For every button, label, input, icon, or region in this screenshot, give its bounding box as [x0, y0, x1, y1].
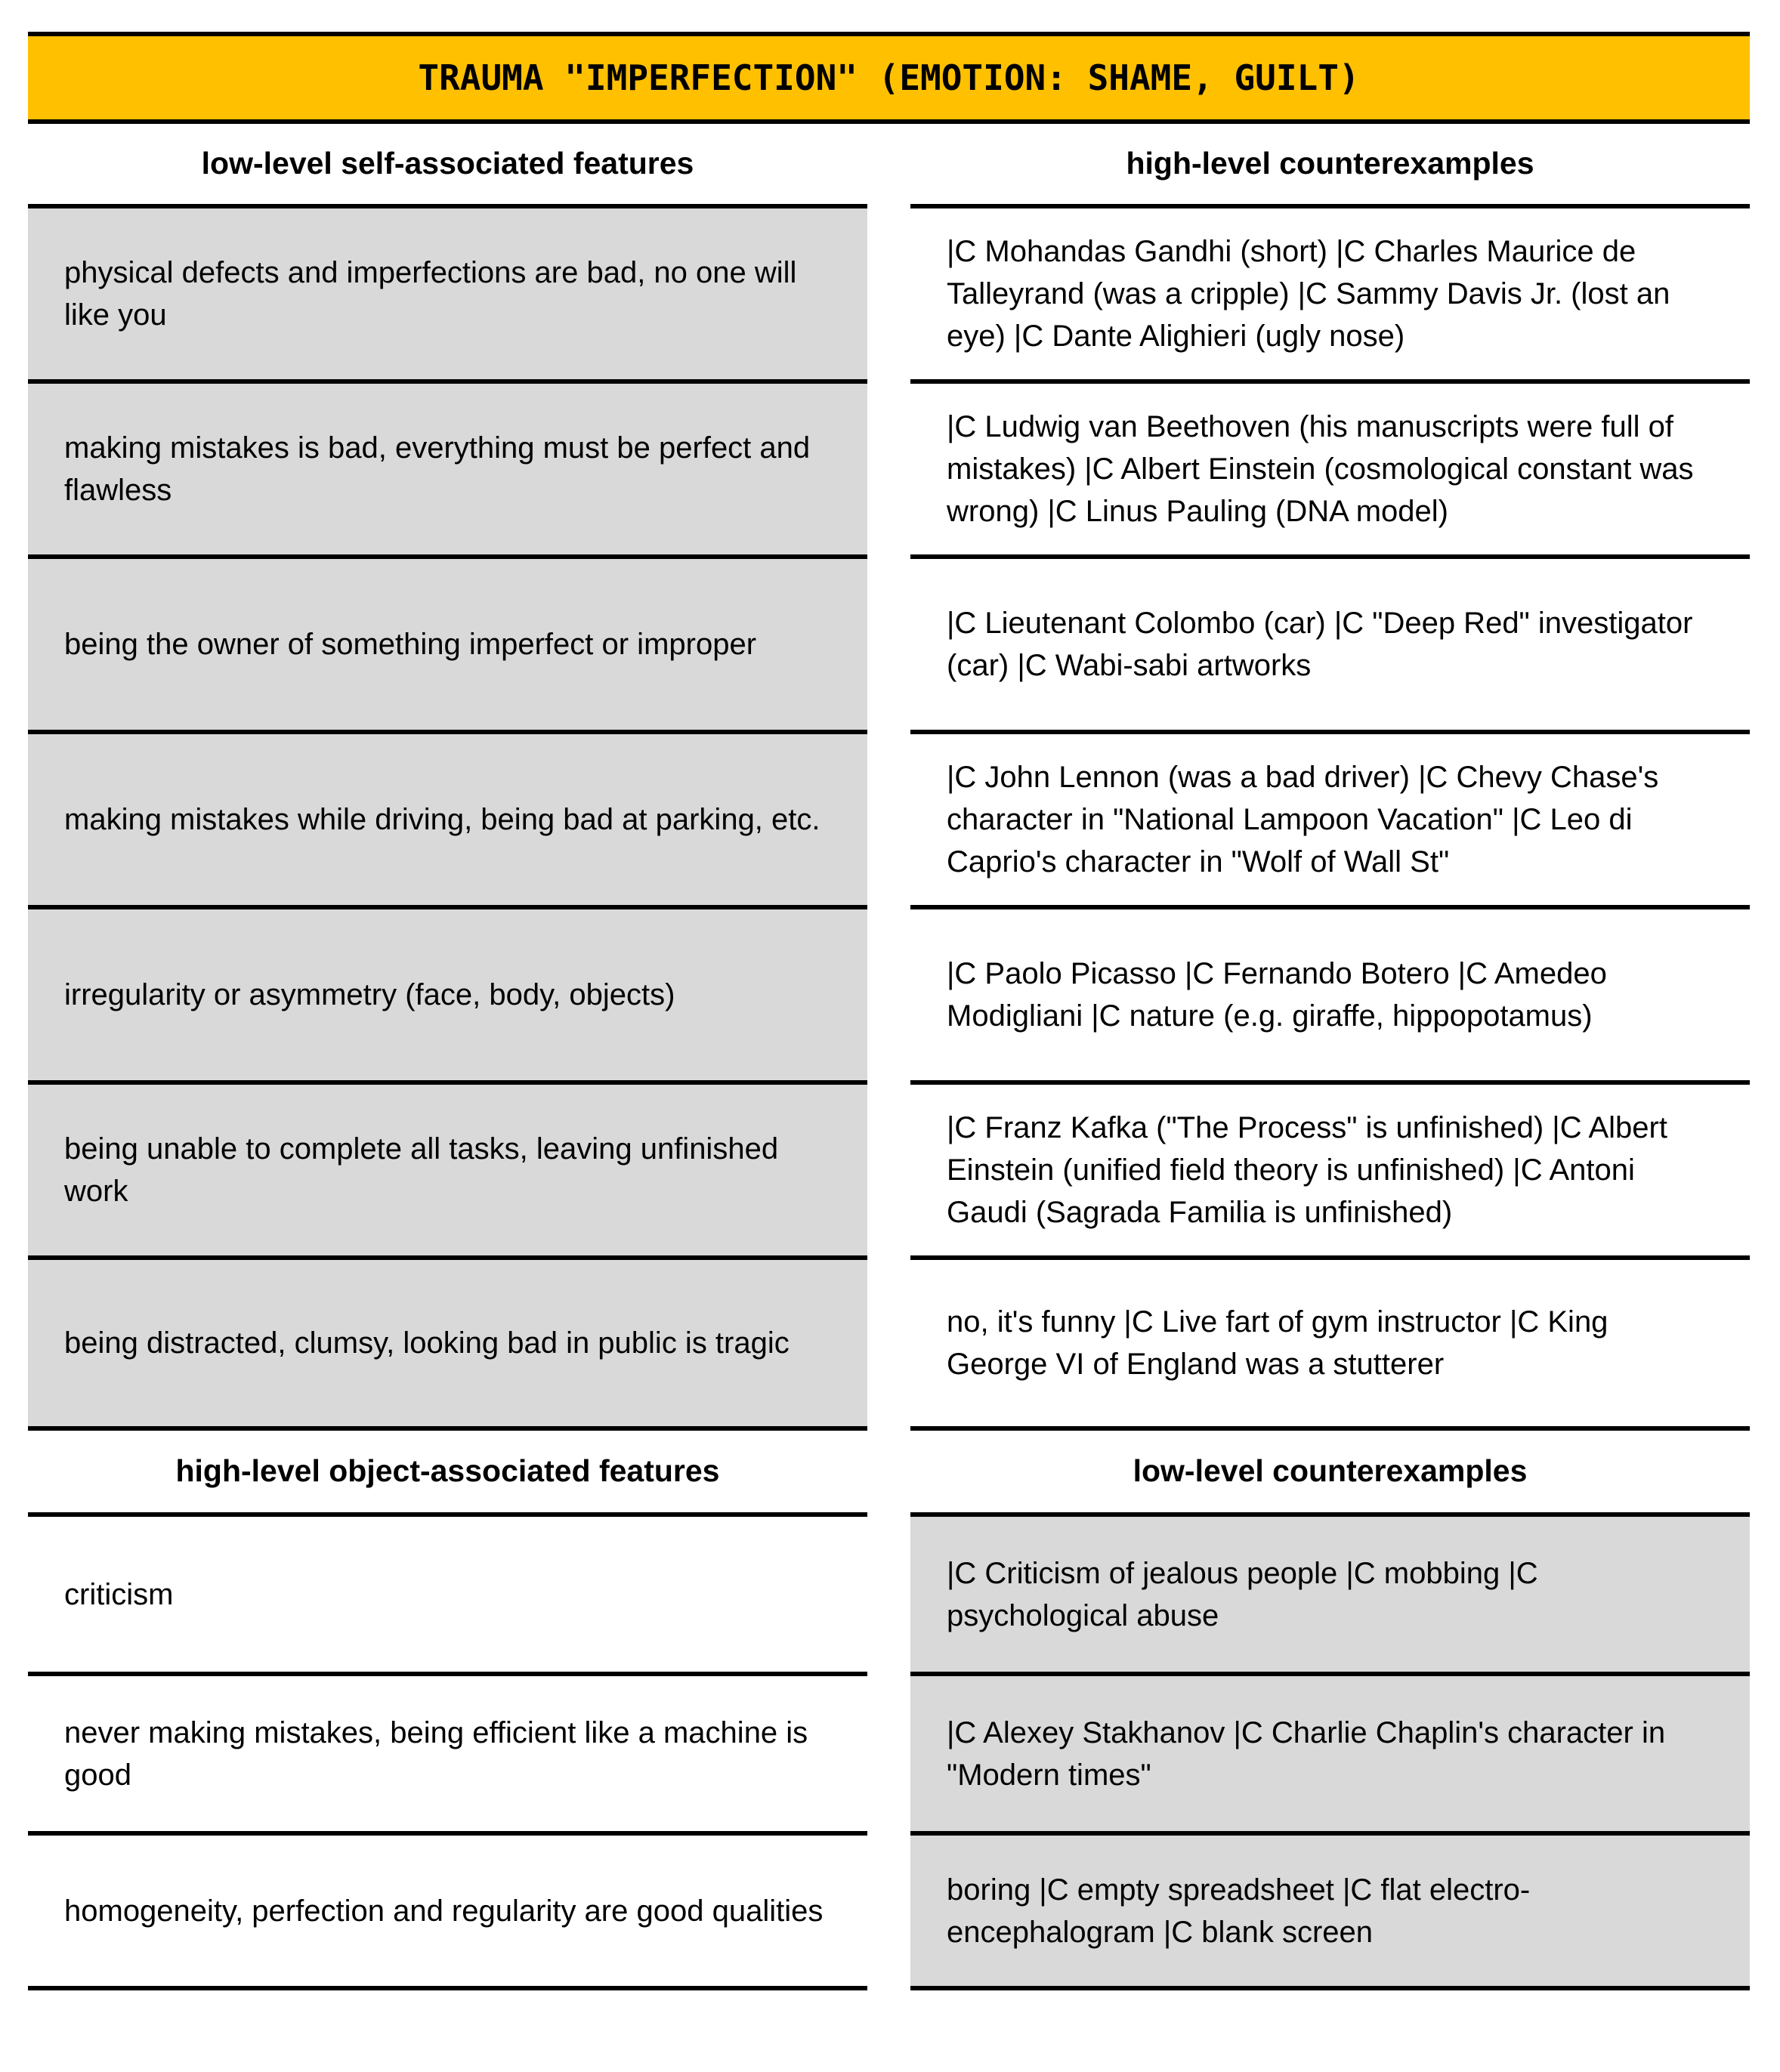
feature-cell: being distracted, clumsy, looking bad in public is tragic: [28, 1255, 867, 1431]
feature-cell: criticism: [28, 1512, 867, 1672]
feature-cell: homogeneity, perfection and regularity are good qualities: [28, 1831, 867, 1990]
feature-cell: physical defects and imperfections are bad, no one will like you: [28, 204, 867, 379]
trauma-table: [28, 32, 1750, 1990]
column-gap: [867, 905, 910, 1080]
table-row: [28, 1080, 1750, 1255]
section2-headers: [28, 1431, 1750, 1512]
table-row: [28, 730, 1750, 905]
table-row: [28, 1672, 1750, 1831]
counterexample-cell: |C Criticism of jealous people |C mobbing |C psychological abuse: [910, 1512, 1750, 1672]
feature-cell: making mistakes is bad, everything must be perfect and flawless: [28, 379, 867, 554]
section2-left-header: high-level object-associated features: [175, 1453, 720, 1489]
table-row: [28, 554, 1750, 730]
column-gap: [867, 554, 910, 730]
counterexample-cell: |C Ludwig van Beethoven (his manuscripts were full of mistakes) |C Albert Einstein (cosmological constant was wrong) |C Linus Pauling (DNA model): [910, 379, 1750, 554]
table-row: [28, 379, 1750, 554]
section2-right-header: low-level counterexamples: [1133, 1453, 1528, 1489]
column-gap: [867, 1512, 910, 1672]
column-gap: [867, 1831, 910, 1990]
counterexample-cell: |C Mohandas Gandhi (short) |C Charles Maurice de Talleyrand (was a cripple) |C Sammy Davis Jr. (lost an eye) |C Dante Alighieri (ugly nose): [910, 204, 1750, 379]
section1-rows: [28, 204, 1750, 1431]
table-row: [28, 1255, 1750, 1431]
section1-left-header: low-level self-associated features: [201, 146, 694, 181]
counterexample-cell: |C Paolo Picasso |C Fernando Botero |C Amedeo Modigliani |C nature (e.g. giraffe, hippopotamus): [910, 905, 1750, 1080]
column-gap: [867, 1672, 910, 1831]
counterexample-cell: boring |C empty spreadsheet |C flat electro-encephalogram |C blank screen: [910, 1831, 1750, 1990]
column-gap: [867, 730, 910, 905]
counterexample-cell: |C Franz Kafka ("The Process" is unfinished) |C Albert Einstein (unified field theory is unfinished) |C Antoni Gaudi (Sagrada Familia is unfinished): [910, 1080, 1750, 1255]
feature-cell: never making mistakes, being efficient like a machine is good: [28, 1672, 867, 1831]
table-row: [28, 1831, 1750, 1990]
counterexample-cell: |C Alexey Stakhanov |C Charlie Chaplin's character in "Modern times": [910, 1672, 1750, 1831]
table-row: [28, 905, 1750, 1080]
section1-right-header: high-level counterexamples: [1126, 146, 1534, 181]
counterexample-cell: |C Lieutenant Colombo (car) |C "Deep Red" investigator (car) |C Wabi-sabi artworks: [910, 554, 1750, 730]
table-row: [28, 204, 1750, 379]
counterexample-cell: no, it's funny |C Live fart of gym instructor |C King George VI of England was a stutterer: [910, 1255, 1750, 1431]
feature-cell: making mistakes while driving, being bad at parking, etc.: [28, 730, 867, 905]
section1-headers: [28, 124, 1750, 204]
column-gap: [867, 1255, 910, 1431]
column-gap: [867, 204, 910, 379]
feature-cell: being unable to complete all tasks, leaving unfinished work: [28, 1080, 867, 1255]
feature-cell: irregularity or asymmetry (face, body, objects): [28, 905, 867, 1080]
table-title: TRAUMA "IMPERFECTION" (EMOTION: SHAME, GUILT): [418, 57, 1360, 98]
feature-cell: being the owner of something imperfect or improper: [28, 554, 867, 730]
section2-rows: [28, 1512, 1750, 1990]
column-gap: [867, 379, 910, 554]
counterexample-cell: |C John Lennon (was a bad driver) |C Chevy Chase's character in "National Lampoon Vacation" |C Leo di Caprio's character in "Wolf of Wall St": [910, 730, 1750, 905]
table-row: [28, 1512, 1750, 1672]
column-gap: [867, 1080, 910, 1255]
table-title-band: [28, 32, 1750, 124]
